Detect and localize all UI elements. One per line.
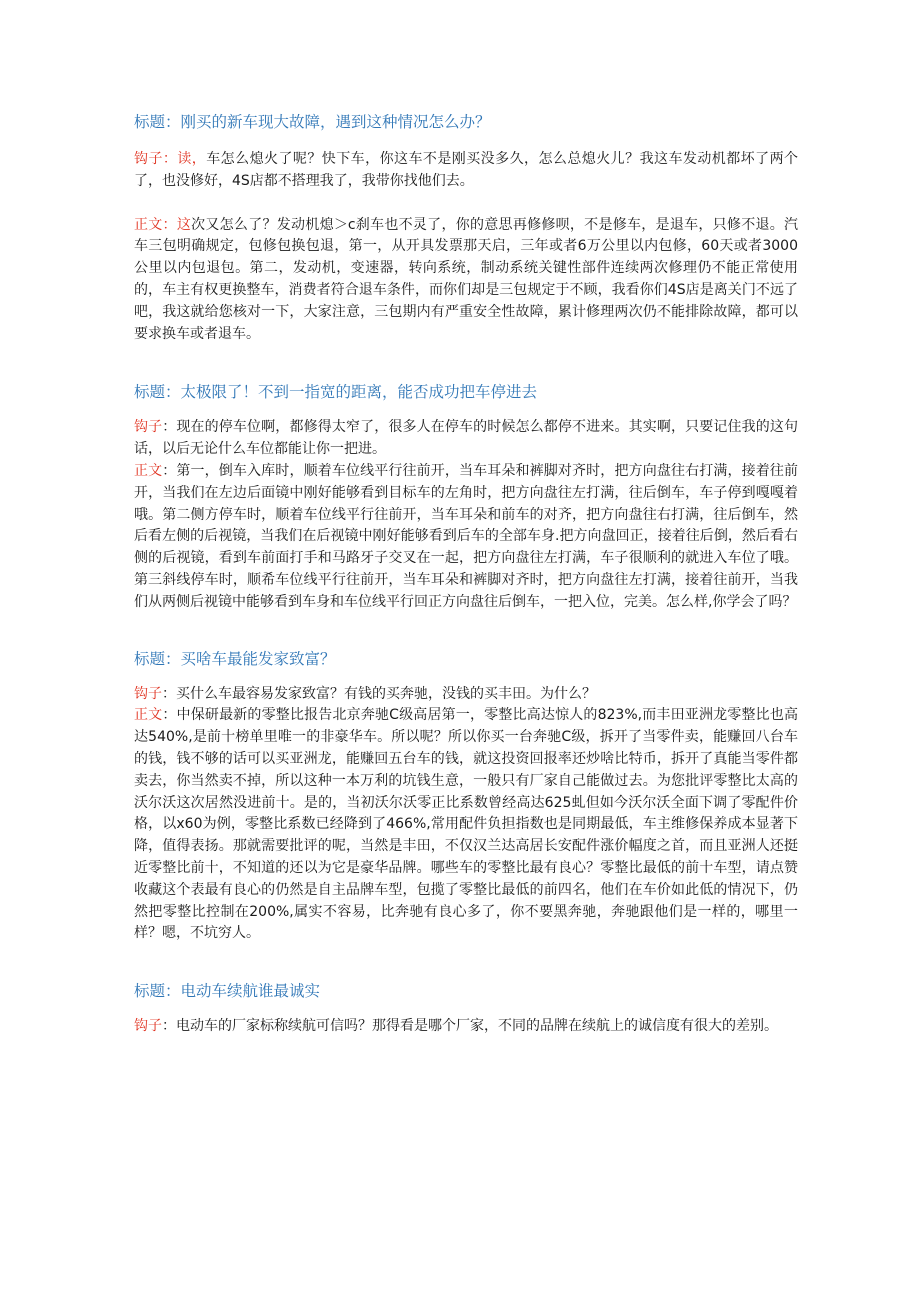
section-title: 标题：电动车续航谁最诚实 [134,982,321,1001]
article-section-4 [134,979,798,1038]
hook-label: 钩子 [134,419,163,436]
body-label: 正文： [134,216,177,233]
hook-label-extra: 读， [177,151,207,167]
hook-text: ：电动车的厂家标称续航可信吗？那得看是哪个厂家，不同的品牌在续航上的诚信度有很大的差别。 [162,1018,778,1035]
section-hook [134,684,798,706]
hook-text: ：买什么车最容易发家致富？有钱的买奔驰，没钱的买丰田。为什么？ [162,685,596,702]
body-text: ：第一，倒车入库时，顺着车位线平行往前开，当车耳朵和裤脚对齐时，把方向盘往右打满，接着往前开，当我们在左边后面镜中刚好能够看到目标车的左角时，把方向盘往左打满，往后倒车，车子停到嘎嘎着哦。第二侧方停车时，顺着车位线平行往前开，当车耳朵和前车的对齐，把方向盘往右打满，往后倒车，然后看左侧的后视镜，当我们在后视镜中刚好能够看到后车的全部车身.把方向盘回正，接着往后倒，然后看右侧的后视镜，看到车前面打手和马路牙子交叉在一起，把方向盘往左打满，车子很顺利的就进入车位了哦。第三斜线停车时，顺希车位线平行往前开，当车耳朵和裤脚对齐时，把方向盘往左打满，接着往前开，当我们从两侧后视镜中能够看到车身和车位线平行回正方向盘往后倒车，一把入位，完美。怎么样,你学会了吗？ [134,462,799,610]
section-hook [134,149,798,193]
section-body [134,705,798,945]
section-body [134,215,798,346]
section-body [134,461,798,614]
body-label-extra: 这 [176,216,192,233]
body-label: 正文 [134,462,163,479]
section-title: 标题：刚买的新车现大故障，遇到这种情况怎么办？ [134,113,491,131]
section-title: 标题：买啥车最能发家致富？ [134,649,336,668]
body-text: ：中保研最新的零整比报告北京奔驰C级高居第一，零整比高达惊人的823%,而丰田亚洲龙零整比也高达540%,是前十榜单里唯一的非豪华车。所以呢？所以你买一台奔驰C级，拆开了当零件卖，能赚回八台车的钱，钱不够的话可以买亚洲龙，能赚回五台车的钱，就这投资回报率还炒啥比特币，拆开了真能当零件都卖去，你当然卖不掉，所以这种一本万利的坑钱生意，一般只有厂家自己能做过去。为您批评零整比太高的沃尔沃这次居然没进前十。是的，当初沃尔沃零正比系数曾经高达625虬但如今沃尔沃全面下调了零配件价格，以x60为例，零整比系数已经降到了466%,常用配件负担指数也是同期最低，车主维修保养成本显著下降，值得表扬。那就需要批评的呢，当然是丰田，不仅汉兰达高居长安配件涨价幅度之首，而且亚洲人还挺近零整比前十，不知道的还以为它是豪华品牌。哪些车的零整比最有良心？零整比最低的前十车型，请点赞收藏这个表最有良心的仍然是自主品牌车型，包揽了零整比最低的前四名，他们在车价如此低的情况下，仍然把零整比控制在200%,属实不容易，比奔驰有良心多了，你不要黑奔驰，奔驰跟他们是一样的，哪里一样？嗯，不坑穷人。 [134,707,799,942]
hook-label: 钩子 [134,1018,162,1035]
document-page [134,110,798,1038]
body-label: 正文 [134,707,163,724]
article-section-2 [134,380,798,613]
article-section-3 [134,647,798,946]
hook-label: 钩子 [134,685,162,702]
section-title: 标题：太极限了！不到一指宽的距离，能否成功把车停进去 [134,383,538,402]
hook-label: 钩子： [134,151,178,167]
article-section-1 [134,110,798,345]
hook-text: 车怎么熄火了呢？快下车，你这车不是刚买没多久，怎么总熄火儿？我这车发动机都坏了两个了，也没修好，4S店都不搭理我了，我带你找他们去。 [134,151,799,189]
hook-text: ：现在的停车位啊，都修得太窄了，很多人在停车的时候怎么都停不进来。其实啊，只要记住我的这句话，以后无论什么车位都能让你一把进。 [134,419,799,458]
section-hook [134,417,798,461]
body-text: 次又怎么了？发动机熄＞c刹车也不灵了，你的意思再修修呗，不是修车，是退车，只修不退。汽车三包明确规定，包修包换包退，第一，从开具发票那天启，三年或者6万公里以内包修，60天或者3000公里以内包退包。第二，发动机，变速器，转向系统，制动系统关键性部件连续两次修理仍不能正常使用的，车主有权更换整车，消费者符合退车条件，而你们却是三包规定于不顾，我看你们4S店是离关门不远了吧，我这就给您核对一下，大家注意，三包期内有严重安全性故障，累计修理两次仍不能排除故障，都可以要求换车或者退车。 [134,216,799,342]
section-hook [134,1016,798,1038]
